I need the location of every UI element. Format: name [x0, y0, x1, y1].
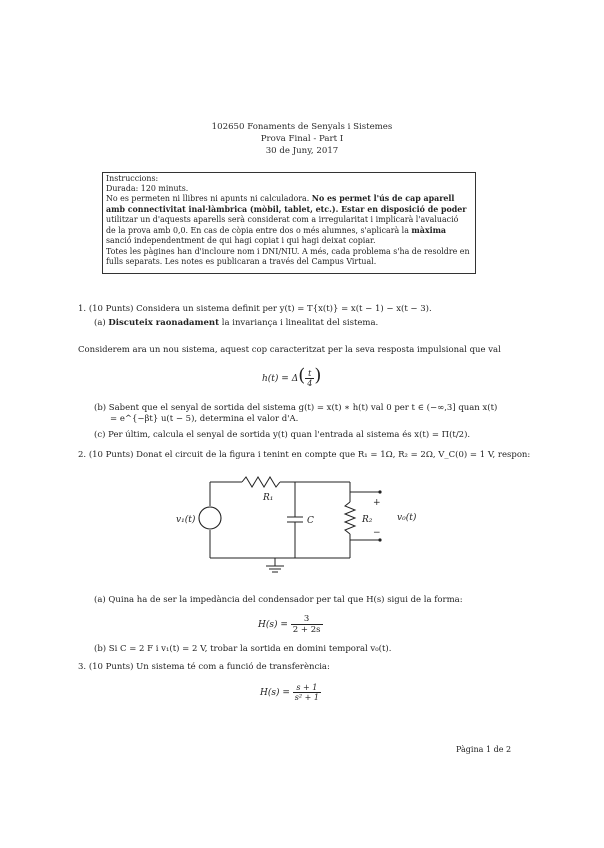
problem-2a: (a) Quina ha de ser la impedància del condensador per tal que H(s) sigui de la forma:	[94, 595, 463, 605]
terminal-plus-dot	[378, 490, 381, 493]
exam-date: 30 de Juny, 2017	[265, 146, 339, 156]
problem-1b-line-2: = e^{−βt} u(t − 5), determina el valor d'A.	[110, 414, 299, 424]
source-label: v₁(t)	[176, 515, 196, 525]
course-title: 102650 Fonaments de Senyals i Sistemes	[211, 122, 393, 132]
page-number: Pàgina 1 de 2	[456, 745, 512, 754]
instructions-title: Instruccions:	[106, 174, 159, 183]
instructions-line-1: No es permeten ni llibres ni apunts ni calculadora. No es permet l'ús de cap aparell	[106, 194, 455, 203]
output-label: v₀(t)	[397, 513, 417, 523]
resistor-r1	[242, 477, 280, 487]
problem-2-intro: 2. (10 Punts) Donat el circuit de la figura i tenint en compte que R₁ = 1Ω, R₂ = 2Ω, V_C(0) = 1 V, respon:	[78, 450, 531, 460]
r2-label: R₂	[362, 515, 373, 525]
instructions-line-6: Totes les pàgines han d'incloure nom i DNI/NIU. A més, cada problema s'ha de resoldre en	[106, 247, 470, 256]
r1-label: R₁	[263, 493, 274, 503]
instructions-line-2: amb connectivitat inal·làmbrica (mòbil, tablet, etc.). Estar en disposició de poder	[106, 205, 467, 214]
instructions-line-7: fulls separats. Les notes es publicaran a través del Campus Virtual.	[106, 257, 377, 266]
instructions-line-4: de la prova amb 0,0. En cas de còpia entre dos o més alumnes, s'aplicarà la màxima	[106, 226, 447, 235]
plus-label: +	[373, 498, 381, 508]
voltage-source-icon	[199, 507, 221, 529]
terminal-minus-dot	[378, 538, 381, 541]
problem-2-equation: H(s) = $\frac{3}{2 + 2s}$	[258, 614, 321, 635]
c-label: C	[307, 516, 314, 526]
problem-1-new-system: Considerem ara un nou sistema, aquest cop caracteritzat per la seva resposta impulsional que val	[78, 345, 501, 355]
instructions-duration: Durada: 120 minuts.	[106, 184, 189, 193]
problem-1c: (c) Per últim, calcula el senyal de sortida y(t) quan l'entrada al sistema és x(t) = Π(t/2).	[94, 430, 471, 440]
instructions-line-3: utilitzar un d'aquests aparells serà considerat com a irregularitat i implicarà l'avaluació	[106, 215, 459, 224]
problem-1-intro: 1. (10 Punts) Considera un sistema definit per y(t) = T{x(t)} = x(t − 1) − x(t − 3).	[78, 304, 432, 314]
problem-1-equation: h(t) = Δ( $\frac{t}{4}$ )	[262, 365, 322, 388]
minus-label: −	[373, 528, 381, 538]
circuit-diagram	[176, 470, 440, 585]
problem-3-equation: H(s) = $\frac{s + 1}{\text{s² + 1}}$	[260, 683, 319, 702]
problem-3-intro: 3. (10 Punts) Un sistema té com a funció de transferència:	[78, 662, 330, 672]
instructions-line-5: sanció independentment de qui hagi copiat i qui hagi deixat copiar.	[106, 236, 376, 245]
exam-title: Prova Final - Part I	[260, 134, 344, 144]
resistor-r2	[345, 502, 355, 534]
problem-1a: (a) Discuteix raonadament la invariança i linealitat del sistema.	[94, 318, 379, 328]
problem-1b-line-1: (b) Sabent que el senyal de sortida del sistema g(t) = x(t) ∗ h(t) val 0 per t ∈ (−∞,3] quan x(t)	[94, 403, 498, 413]
problem-2b: (b) Si C = 2 F i v₁(t) = 2 V, trobar la sortida en domini temporal v₀(t).	[94, 644, 392, 654]
